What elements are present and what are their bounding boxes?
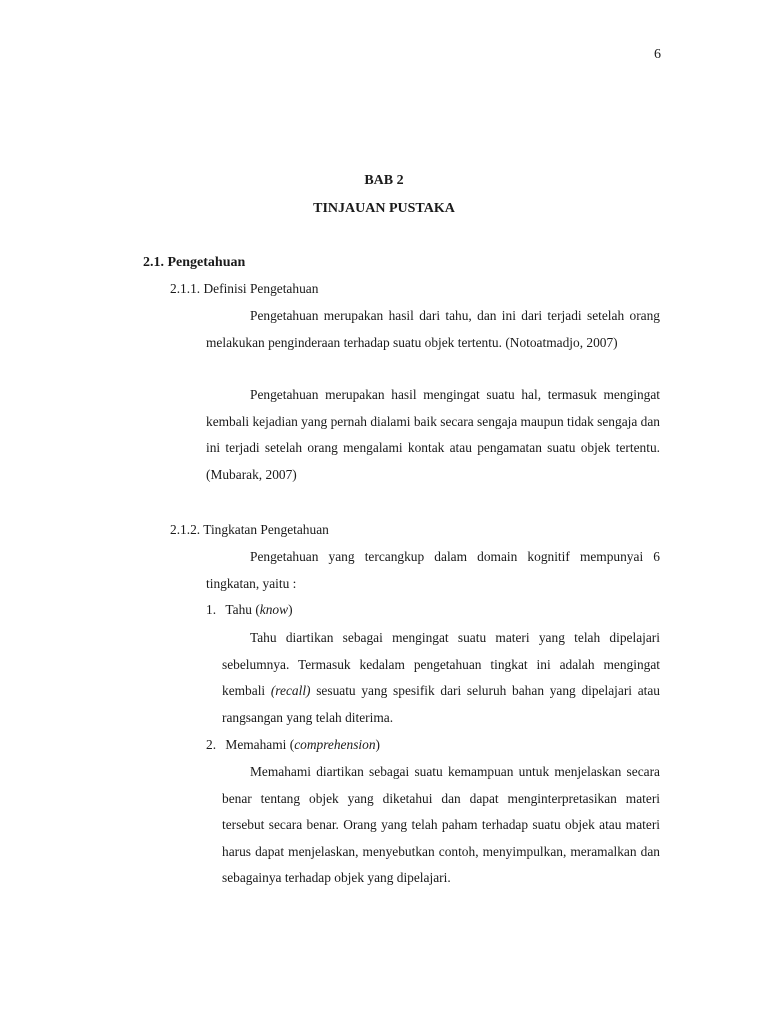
page-number: 6: [654, 47, 661, 62]
subsection-number: 2.1.2.: [170, 522, 201, 537]
section-heading: [143, 255, 245, 271]
list-item-tahu: [206, 602, 293, 618]
list-item-label: Memahami (comprehension): [225, 737, 380, 752]
paragraph-definisi-1: Pengetahuan merupakan hasil dari tahu, dan ini dari terjadi setelah orang melakukan penginderaan terhadap suatu objek tertentu. (Notoatmadjo, 2007): [206, 308, 660, 350]
section-title: Pengetahuan: [167, 255, 246, 270]
paragraph-memahami: Memahami diartikan sebagai suatu kemampuan untuk menjelaskan secara benar tentang objek yang diketahui dan dapat menginterpretasikan materi tersebut secara benar. Orang yang telah paham terhadap suatu objek atau materi harus dapat menjelaskan, menyebutkan contoh, menyimpulkan, meramalkan dan sebagainya terhadap objek yang dipelajari.: [222, 764, 660, 885]
chapter-title: TINJAUAN PUSTAKA: [313, 201, 455, 216]
term-comprehension: comprehension: [294, 737, 376, 752]
list-item-label: Tahu (know): [225, 602, 293, 617]
paragraph-definisi-2: Pengetahuan merupakan hasil mengingat suatu hal, termasuk mengingat kembali kejadian yang pernah dialami baik secara sengaja maupun tidak sengaja dan ini terjadi setelah orang mengalami kontak atau pengamatan suatu objek tertentu. (Mubarak, 2007): [206, 387, 660, 482]
section-number: 2.1.: [143, 255, 164, 270]
list-item-memahami: [206, 737, 380, 753]
chapter-label: BAB 2: [364, 173, 404, 188]
subsection-heading-tingkatan: [170, 522, 329, 538]
paragraph-tahu: Tahu diartikan sebagai mengingat suatu materi yang telah dipelajari sebelumnya. Termasuk kedalam pengetahuan tingkat ini adalah mengingat kembali (recall) sesuatu yang spesifik dari seluruh bahan yang dipelajari atau rangsangan yang telah diterima.: [222, 630, 661, 725]
subsection-title: Tingkatan Pengetahuan: [203, 522, 329, 537]
term-know: know: [259, 602, 289, 617]
subsection-number: 2.1.1.: [170, 281, 201, 296]
list-item-number: 1.: [206, 602, 217, 617]
paragraph-tingkatan-intro: Pengetahuan yang tercangkup dalam domain kognitif mempunyai 6 tingkatan, yaitu :: [206, 549, 660, 591]
term-recall: (recall): [270, 683, 311, 698]
subsection-title: Definisi Pengetahuan: [203, 281, 319, 296]
list-item-number: 2.: [206, 737, 217, 752]
subsection-heading-definisi: [170, 281, 318, 297]
